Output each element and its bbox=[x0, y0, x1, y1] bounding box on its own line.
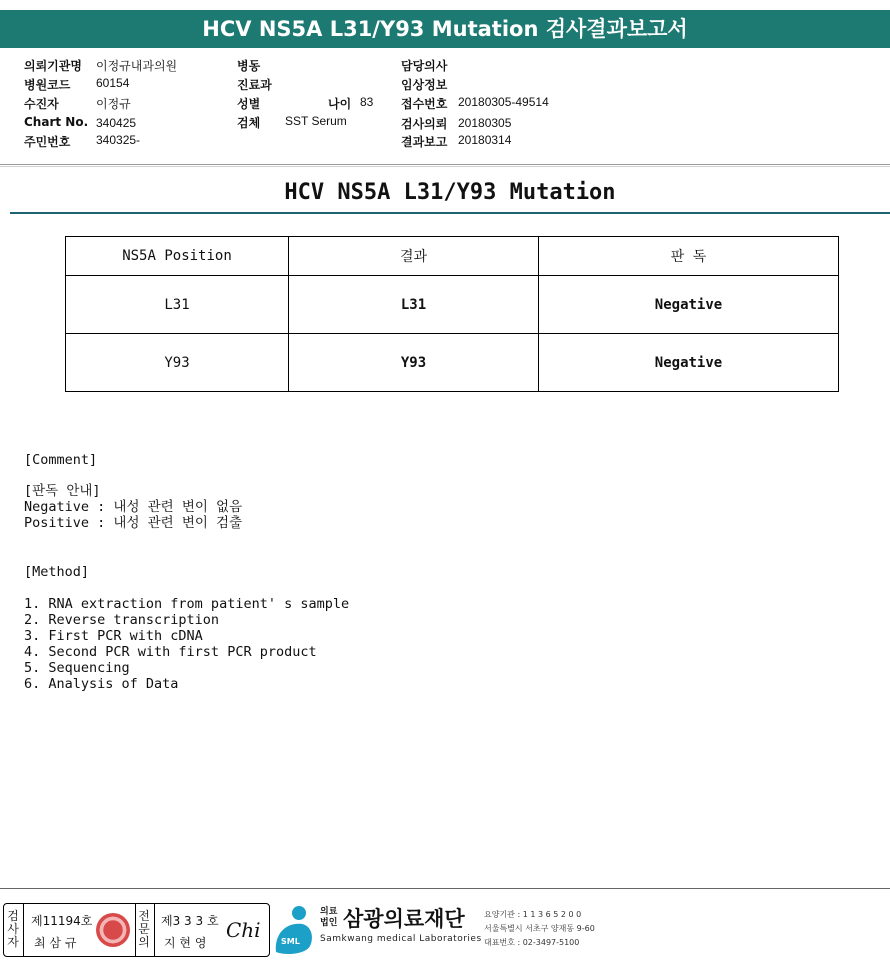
value-resident-no: 340325- bbox=[96, 133, 141, 147]
guide-line-positive: Positive : 내성 관련 변이 검출 bbox=[24, 515, 243, 531]
cell-interpretation: Negative bbox=[539, 276, 839, 334]
guide-heading: [판독 안내] bbox=[24, 483, 101, 499]
method-heading: [Method] bbox=[24, 564, 90, 580]
org-name: 삼광의료재단 bbox=[343, 907, 465, 931]
value-report-date: 20180314 bbox=[458, 133, 512, 147]
signature-box bbox=[3, 903, 270, 957]
seal-stamp-icon bbox=[96, 913, 130, 947]
signature: Chi bbox=[226, 918, 261, 942]
table-row bbox=[66, 334, 839, 392]
method-line: 1. RNA extraction from patient' s sample bbox=[24, 596, 350, 612]
specialist-label: 전 문 의 bbox=[138, 909, 150, 949]
label-doctor: 담당의사 bbox=[401, 59, 448, 73]
method-line: 2. Reverse transcription bbox=[24, 612, 220, 628]
label-hospital-code: 병원코드 bbox=[24, 78, 71, 92]
sml-logo-icon bbox=[272, 904, 314, 954]
header-position: NS5A Position bbox=[66, 237, 289, 276]
label-request-date: 검사의뢰 bbox=[401, 117, 448, 131]
value-institution: 이정규내과의원 bbox=[96, 59, 178, 73]
org-phone: 대표번호 : 02-3497-5100 bbox=[484, 938, 580, 947]
value-receipt-no: 20180305-49514 bbox=[458, 95, 549, 109]
method-line: 5. Sequencing bbox=[24, 660, 130, 676]
label-ward: 병동 bbox=[237, 59, 261, 73]
specialist-license-no: 제3 3 3 호 bbox=[161, 914, 219, 928]
value-chart-no: 340425 bbox=[96, 116, 137, 130]
comment-heading: [Comment] bbox=[24, 452, 98, 468]
label-sex: 성별 bbox=[237, 97, 261, 111]
label-department: 진료과 bbox=[237, 78, 272, 92]
org-english-name: Samkwang medical Laboratories bbox=[320, 934, 482, 944]
org-address: 서울특별시 서초구 양재동 9-60 bbox=[484, 924, 595, 933]
logo-text: SML bbox=[281, 937, 300, 946]
label-resident-no: 주민번호 bbox=[24, 135, 71, 149]
cell-interpretation: Negative bbox=[539, 334, 839, 392]
value-age: 83 bbox=[360, 95, 374, 109]
cell-position: Y93 bbox=[66, 334, 289, 392]
label-specimen: 검체 bbox=[237, 116, 261, 130]
tester-license-no: 제11194호 bbox=[31, 914, 93, 928]
value-request-date: 20180305 bbox=[458, 116, 512, 130]
label-clinical-info: 임상정보 bbox=[401, 78, 448, 92]
cell-position: L31 bbox=[66, 276, 289, 334]
results-table bbox=[65, 236, 839, 392]
info-divider bbox=[0, 164, 890, 165]
value-specimen: SST Serum bbox=[285, 114, 347, 128]
stamp-separator bbox=[135, 904, 136, 956]
org-prefix bbox=[320, 907, 337, 929]
header-interpretation: 판 독 bbox=[539, 237, 839, 276]
value-hospital-code: 60154 bbox=[96, 76, 130, 90]
label-age: 나이 bbox=[328, 97, 352, 111]
specialist-name: 지 현 영 bbox=[164, 936, 207, 950]
table-header-row bbox=[66, 237, 839, 276]
org-prefix-bottom: 법인 bbox=[320, 918, 338, 928]
info-divider-shadow bbox=[0, 166, 890, 167]
header-result: 결과 bbox=[289, 237, 539, 276]
footer-divider bbox=[0, 888, 890, 889]
tester-label: 검 사 자 bbox=[7, 909, 19, 949]
stamp-separator bbox=[23, 904, 24, 956]
method-line: 6. Analysis of Data bbox=[24, 676, 179, 692]
stamp-separator bbox=[154, 904, 155, 956]
cell-result: Y93 bbox=[289, 334, 539, 392]
method-line: 4. Second PCR with first PCR product bbox=[24, 644, 317, 660]
label-report-date: 결과보고 bbox=[401, 135, 448, 149]
value-patient: 이정규 bbox=[96, 97, 131, 111]
org-code: 요양기관 : 1 1 3 6 5 2 0 0 bbox=[484, 910, 582, 919]
report-title: HCV NS5A L31/Y93 Mutation bbox=[284, 180, 616, 205]
cell-result: L31 bbox=[289, 276, 539, 334]
method-line: 3. First PCR with cDNA bbox=[24, 628, 203, 644]
title-underline bbox=[10, 212, 890, 214]
tester-name: 최 삼 규 bbox=[34, 936, 77, 950]
label-patient: 수진자 bbox=[24, 97, 59, 111]
report-header: HCV NS5A L31/Y93 Mutation 검사결과보고서 bbox=[0, 10, 890, 48]
org-prefix-top: 의료 bbox=[320, 907, 338, 917]
guide-line-negative: Negative : 내성 관련 변이 없음 bbox=[24, 499, 243, 515]
patient-info bbox=[0, 48, 890, 164]
label-institution: 의뢰기관명 bbox=[24, 59, 82, 73]
table-row bbox=[66, 276, 839, 334]
label-chart-no: Chart No. bbox=[24, 115, 89, 129]
label-receipt-no: 접수번호 bbox=[401, 97, 448, 111]
